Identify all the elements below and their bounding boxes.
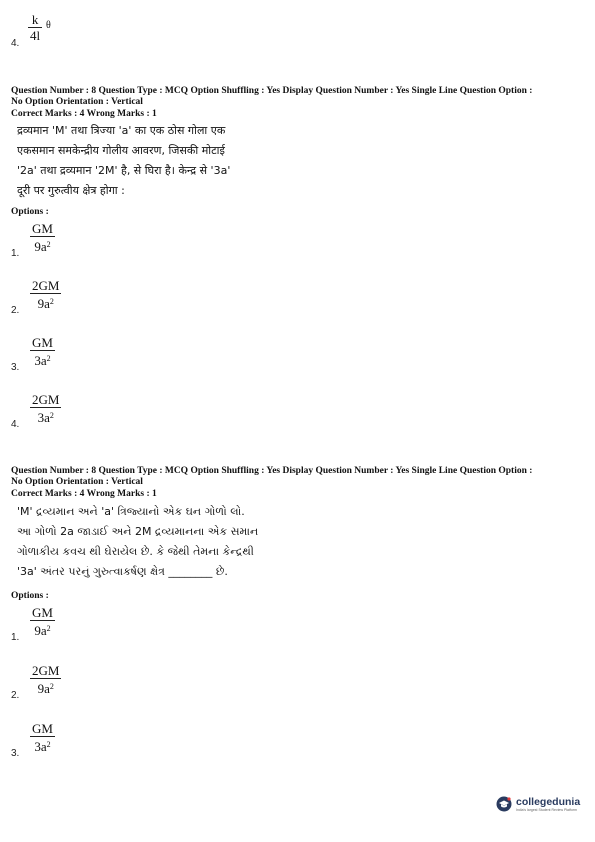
numerator: GM <box>32 605 53 620</box>
option-number[interactable]: 4. <box>11 419 20 430</box>
numerator: GM <box>32 721 53 736</box>
numerator: k <box>31 12 39 27</box>
denominator: $9a^2$ <box>37 296 54 311</box>
option-fraction <box>30 221 55 254</box>
question-text-line: આ ગોળો 2a જાડાઈ અને 2M દ્રવ્યમાનના એક સમાન <box>17 525 259 538</box>
denominator: $3a^2$ <box>34 739 51 754</box>
top-option-fraction <box>28 12 42 43</box>
option-fraction <box>30 278 61 311</box>
question-text-line: दूरी पर गुरुत्वीय क्षेत्र होगा : <box>17 184 125 197</box>
denominator: 4l <box>30 28 41 43</box>
logo-name: collegedunia <box>516 795 581 808</box>
option-number[interactable]: 3. <box>11 748 20 759</box>
question-text-line: '2a' तथा द्रव्यमान '2M' है, से घिरा है। केन्द्र से '3a' <box>17 164 231 177</box>
option-fraction <box>30 605 55 638</box>
denominator: $9a^2$ <box>34 239 51 254</box>
collegedunia-logo <box>496 796 580 812</box>
numerator: GM <box>32 335 53 350</box>
denominator: $3a^2$ <box>37 410 54 425</box>
numerator: 2GM <box>32 278 60 293</box>
denominator: $3a^2$ <box>34 353 51 368</box>
option-number[interactable]: 2. <box>11 305 20 316</box>
numerator: GM <box>32 221 53 236</box>
option-number[interactable]: 1. <box>11 632 20 643</box>
question-marks: Correct Marks : 4 Wrong Marks : 1 <box>11 109 157 119</box>
option-number[interactable]: 2. <box>11 690 20 701</box>
numerator: 2GM <box>32 392 60 407</box>
option-fraction <box>30 335 55 368</box>
options-label: Options : <box>11 207 49 217</box>
option-fraction <box>30 663 61 696</box>
question-meta-line2: No Option Orientation : Vertical <box>11 97 143 107</box>
option-fraction <box>30 392 61 425</box>
options-label: Options : <box>11 591 49 601</box>
option-number[interactable]: 3. <box>11 362 20 373</box>
option-number[interactable]: 1. <box>11 248 20 259</box>
question-text-line: ગોળાકીય કવચ થી ઘેરાયેલ છે. કે જેથી તેમના કેન્દ્રથી <box>17 545 254 558</box>
question-text-line: 'M' દ્રવ્યમાન અને 'a' ત્રિજ્યાનો એક ઘન ગોળો લો. <box>17 505 245 518</box>
question-meta-line2: No Option Orientation : Vertical <box>11 477 143 487</box>
question-meta-line1: Question Number : 8 Question Type : MCQ Option Shuffling : Yes Display Question Number : Yes Single Line Question Option : <box>11 466 533 476</box>
question-text-line: द्रव्यमान 'M' तथा त्रिज्या 'a' का एक ठोस गोला एक <box>17 124 226 137</box>
numerator: 2GM <box>32 663 60 678</box>
graduation-cap-icon <box>496 796 512 812</box>
theta-subscript: θ <box>46 20 51 31</box>
question-text-line: '3a' અંતર પરનું ગુરુત્વાકર્ષણ ક્ષેત્ર ________ છે. <box>17 565 228 578</box>
question-meta-line1: Question Number : 8 Question Type : MCQ Option Shuffling : Yes Display Question Number : Yes Single Line Question Option : <box>11 86 533 96</box>
top-option-number: 4. <box>11 38 20 49</box>
question-text-line: एकसमान समकेन्द्रीय गोलीय आवरण, जिसकी मोटाई <box>17 144 225 157</box>
option-fraction <box>30 721 55 754</box>
denominator: $9a^2$ <box>34 623 51 638</box>
denominator: $9a^2$ <box>37 681 54 696</box>
logo-tagline: India's largest Student Review Platform <box>516 807 577 812</box>
question-marks: Correct Marks : 4 Wrong Marks : 1 <box>11 489 157 499</box>
